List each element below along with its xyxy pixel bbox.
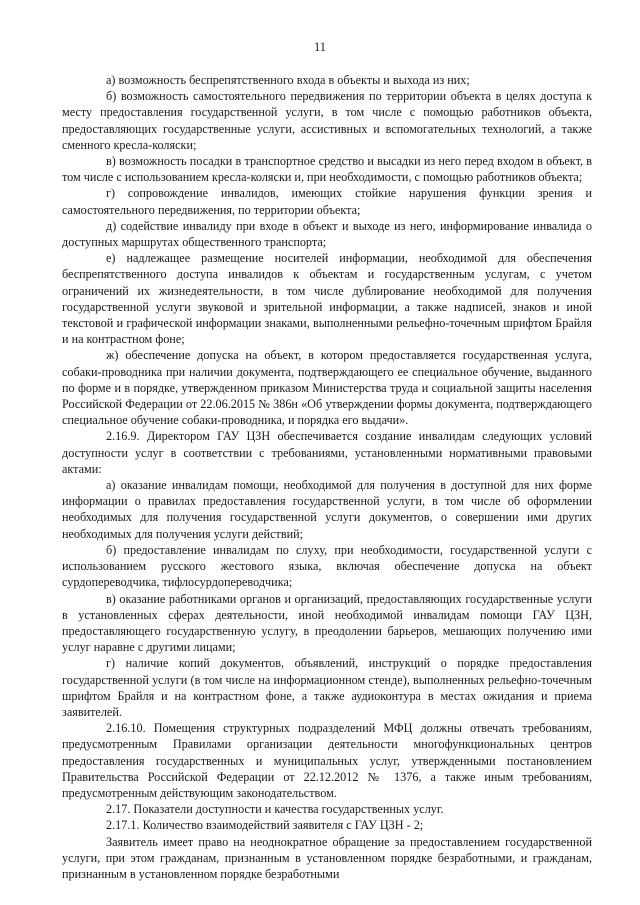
paragraph-a-entry-exit: а) возможность беспрепятственного входа в объекты и выхода из них; [106, 73, 470, 87]
paragraph-g-braille: г) наличие копий документов, объявлений, инструкций о порядке предоставления государственной услуги (в том числе на информационном стенде), выполненных рельефно-точечным шрифтом Брайля и на контрастном фоне, а также аудиоконтура в местах ожидания и приема заявителей. [62, 656, 592, 719]
paragraph-2-17: 2.17. Показатели доступности и качества государственных услуг. [106, 802, 444, 817]
paragraph-d-assistance: д) содействие инвалиду при входе в объект и выходе из него, информирование инвалида о доступных маршрутах общественного транспорта; [62, 218, 592, 250]
paragraph-b-movement: б) возможность самостоятельного передвижения по территории объекта в целях доступа к месту предоставления государственной услуги, в том числе с помощью работников объекта, предоставляющих государственные услуги, ассистивных и вспомогательных технологий, а также сменного кресла-коляски; [62, 89, 592, 152]
document-body [62, 72, 592, 882]
paragraph-2-17-1: 2.17.1. Количество взаимодействий заявителя с ГАУ ЦЗН - 2; [106, 818, 424, 833]
paragraph-a-help: а) оказание инвалидам помощи, необходимой для получения в доступной для них форме информации о правилах предоставления государственной услуги, в том числе об оформлении необходимых для получения государственной услуги документов, о совершении ими других необходимых для получения услуги действий; [62, 478, 592, 541]
paragraph-2-16-10: 2.16.10. Помещения структурных подразделений МФЦ должны отвечать требованиям, предусмотренным Правилами организации деятельности многофункциональных центров предоставления государственных и муниципальных услуг, утвержденными постановлением Правительства Российской Федерации от 22.12.2012 № 1376, а также иным требованиям, предусмотренным действующим законодательством. [62, 721, 592, 800]
page-number: 11 [313, 40, 327, 54]
paragraph-zh-guide-dog: ж) обеспечение допуска на объект, в котором предоставляется государственная услуга, собаки-проводника при наличии документа, подтверждающего ее специальное обучение, выданного по форме и в порядке, утвержденном приказом Министерства труда и социальной защиты населения Российской Федерации от 22.06.2015 № 386н «Об утверждении формы документа, подтверждающего специальное обучение собаки-проводника, и порядка его выдачи». [62, 348, 592, 428]
paragraph-2-16-9: 2.16.9. Директором ГАУ ЦЗН обеспечивается создание инвалидам следующих условий доступности услуг в соответствии с требованиями, установленными нормативными правовыми актами: [62, 429, 592, 476]
paragraph-v-barriers: в) оказание работниками органов и организаций, предоставляющих государственные услуги в установленных сферах деятельности, иной необходимой инвалидам помощи ГАУ ЦЗН, предоставляющего государственную услугу, в преодолении барьеров, мешающих получению ими услуг наравне с другими лицами; [62, 591, 592, 655]
paragraph-g-escort: г) сопровождение инвалидов, имеющих стойкие нарушения функции зрения и самостоятельного передвижения, по территории объекта; [62, 186, 592, 217]
paragraph-e-information: е) надлежащее размещение носителей информации, необходимой для обеспечения беспрепятственного доступа инвалидов к объектам и государственным услугам, с учетом ограничений их жизнедеятельности, в том числе дублирование необходимой для получения государственной услуги звуковой и зрительной информации, а также надписей, знаков и иной текстовой и графической информации знаками, выполненными рельефно-точечным шрифтом Брайля и на контрастном фоне; [62, 251, 592, 347]
paragraph-applicant-rights: Заявитель имеет право на неоднократное обращение за предоставлением государственной услуги, при этом гражданам, признанным в установленном порядке безработными, и гражданам, признанным в установленном порядке безработными [62, 834, 592, 881]
paragraph-b-sign-language: б) предоставление инвалидам по слуху, при необходимости, государственной услуги с использованием русского жестового языка, включая обеспечение допуска на объект сурдопереводчика, тифлосурдопереводчика; [62, 542, 592, 590]
paragraph-v-transport: в) возможность посадки в транспортное средство и высадки из него перед входом в объект, в том числе с использованием кресла-коляски и, при необходимости, с помощью работников объекта; [62, 154, 592, 185]
